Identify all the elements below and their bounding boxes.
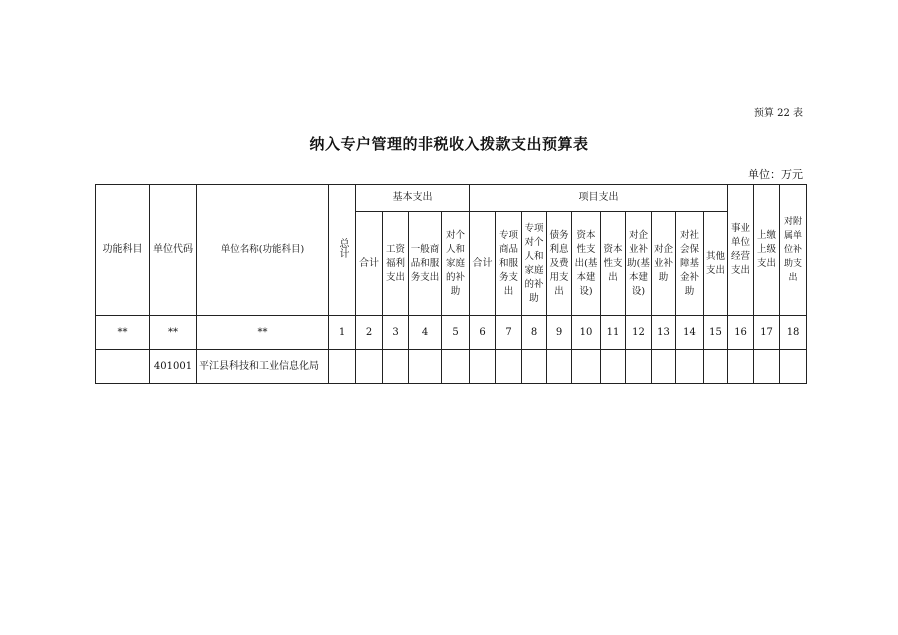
col-header-upper: 上缴上级支出 bbox=[754, 185, 780, 316]
col-header-project-debt: 债务利息及费用支出 bbox=[547, 212, 572, 316]
group-header-project: 项目支出 bbox=[470, 185, 728, 212]
index-cell: ** bbox=[197, 316, 329, 350]
cell-empty bbox=[626, 350, 652, 384]
cell-empty bbox=[522, 350, 547, 384]
col-header-project-enterprise: 对企业补助 bbox=[652, 212, 676, 316]
index-cell: 6 bbox=[470, 316, 496, 350]
index-cell: 1 bbox=[329, 316, 356, 350]
index-cell: 5 bbox=[442, 316, 470, 350]
index-row bbox=[96, 316, 807, 350]
col-header-project-goods: 专项商品和服务支出 bbox=[496, 212, 522, 316]
index-cell: 7 bbox=[496, 316, 522, 350]
cell-empty bbox=[780, 350, 807, 384]
index-cell: ** bbox=[150, 316, 197, 350]
cell-empty bbox=[442, 350, 470, 384]
col-header-basic-sum: 合计 bbox=[356, 212, 383, 316]
index-cell: 18 bbox=[780, 316, 807, 350]
cell-func bbox=[96, 350, 150, 384]
unit-label: 单位：万元 bbox=[748, 168, 803, 181]
col-header-project-sum: 合计 bbox=[470, 212, 496, 316]
col-header-basic-goods: 一般商品和服务支出 bbox=[409, 212, 442, 316]
index-cell: 9 bbox=[547, 316, 572, 350]
budget-table bbox=[95, 184, 807, 384]
col-header-sub: 对附属单位补助支出 bbox=[780, 185, 807, 316]
header-row-groups bbox=[96, 185, 807, 212]
col-header-name: 单位名称(功能科目) bbox=[197, 185, 329, 316]
col-header-biz: 事业单位经营支出 bbox=[728, 185, 754, 316]
col-header-basic-wage: 工资福利支出 bbox=[383, 212, 409, 316]
col-header-func: 功能科目 bbox=[96, 185, 150, 316]
index-cell: 12 bbox=[626, 316, 652, 350]
col-header-project-capital: 资本性支出 bbox=[601, 212, 626, 316]
cell-empty bbox=[704, 350, 728, 384]
cell-empty bbox=[383, 350, 409, 384]
index-cell: 2 bbox=[356, 316, 383, 350]
cell-empty bbox=[676, 350, 704, 384]
page-title: 纳入专户管理的非税收入拨款支出预算表 bbox=[309, 135, 589, 153]
cell-empty bbox=[356, 350, 383, 384]
index-cell: 8 bbox=[522, 316, 547, 350]
col-header-total: 总计 bbox=[329, 185, 356, 316]
cell-empty bbox=[547, 350, 572, 384]
index-cell: 3 bbox=[383, 316, 409, 350]
cell-empty bbox=[754, 350, 780, 384]
col-header-code: 单位代码 bbox=[150, 185, 197, 316]
index-cell: 13 bbox=[652, 316, 676, 350]
col-header-basic-personal: 对个人和家庭的补助 bbox=[442, 212, 470, 316]
cell-empty bbox=[409, 350, 442, 384]
cell-empty bbox=[329, 350, 356, 384]
col-header-project-capital-build: 资本性支出(基本建设) bbox=[572, 212, 601, 316]
table-row bbox=[96, 350, 807, 384]
group-header-basic: 基本支出 bbox=[356, 185, 470, 212]
cell-empty bbox=[728, 350, 754, 384]
cell-empty bbox=[572, 350, 601, 384]
index-cell: 16 bbox=[728, 316, 754, 350]
index-cell: 14 bbox=[676, 316, 704, 350]
index-cell: 4 bbox=[409, 316, 442, 350]
cell-empty bbox=[601, 350, 626, 384]
col-header-project-social: 对社会保障基金补助 bbox=[676, 212, 704, 316]
cell-name: 平江县科技和工业信息化局 bbox=[197, 350, 329, 384]
cell-empty bbox=[470, 350, 496, 384]
index-cell: 10 bbox=[572, 316, 601, 350]
cell-empty bbox=[652, 350, 676, 384]
form-number: 预算 22 表 bbox=[753, 108, 803, 119]
cell-empty bbox=[496, 350, 522, 384]
col-header-project-personal: 专项对个人和家庭的补助 bbox=[522, 212, 547, 316]
cell-code: 401001 bbox=[150, 350, 197, 384]
index-cell: ** bbox=[96, 316, 150, 350]
col-header-project-other: 其他支出 bbox=[704, 212, 728, 316]
col-header-project-enterprise-build: 对企业补助(基本建设) bbox=[626, 212, 652, 316]
index-cell: 17 bbox=[754, 316, 780, 350]
index-cell: 11 bbox=[601, 316, 626, 350]
index-cell: 15 bbox=[704, 316, 728, 350]
